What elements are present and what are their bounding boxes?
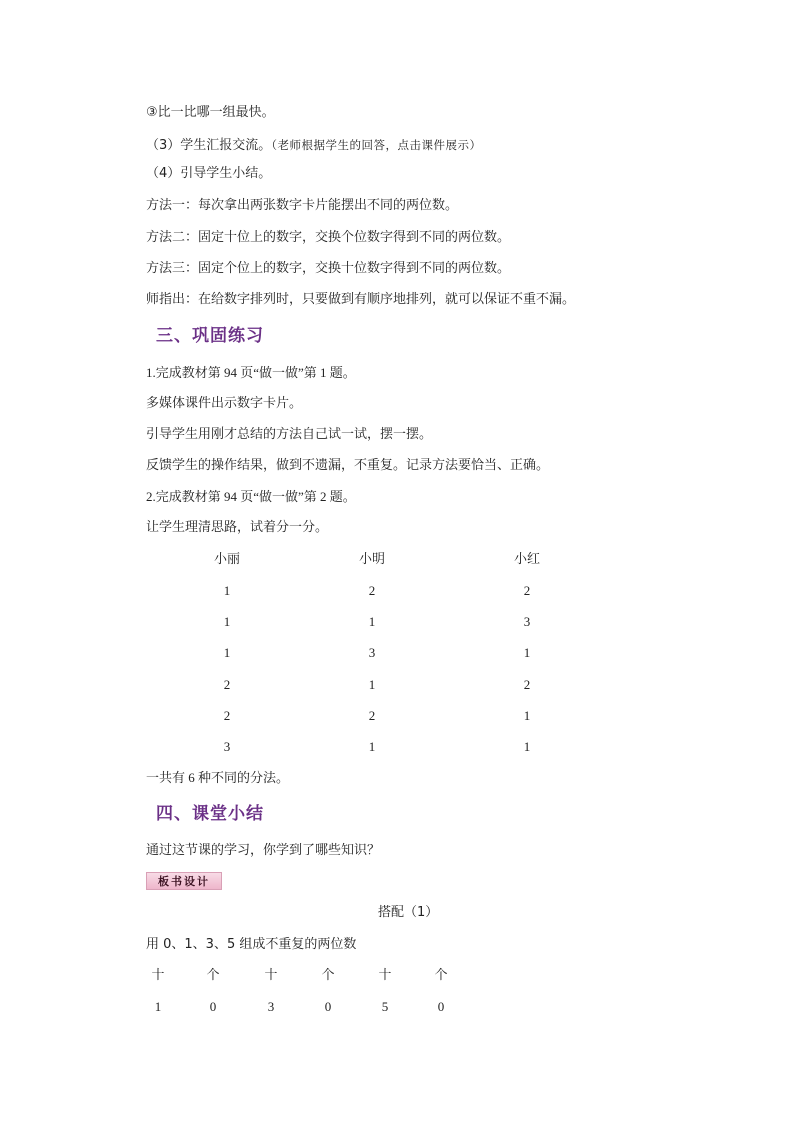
practice-item-2: 2.完成教材第 94 页“做一做”第 2 题。	[146, 489, 356, 504]
table-cell: 1	[368, 739, 376, 754]
step-report	[146, 137, 482, 154]
table-header: 小红	[513, 552, 540, 567]
practice-item-1: 1.完成教材第 94 页“做一做”第 1 题。	[146, 365, 356, 380]
table-cell: 1	[223, 614, 231, 629]
table-header: 小明	[358, 552, 385, 567]
table-cell: 2	[523, 677, 531, 692]
board-title: 搭配（1）	[378, 905, 439, 920]
section-heading-practice: 三、巩固练习	[156, 326, 264, 346]
place-header: 十	[151, 968, 165, 983]
teacher-note: （老师根据学生的回答，点击课件展示）	[271, 138, 482, 152]
total-ways: 一共有 6 种不同的分法。	[146, 770, 290, 785]
table-cell: 3	[368, 645, 376, 660]
practice-try: 引导学生用刚才总结的方法自己试一试，摆一摆。	[146, 427, 433, 442]
summary-question: 通过这节课的学习，你学到了哪些知识？	[146, 843, 381, 858]
table-cell: 3	[223, 739, 231, 754]
table-cell: 2	[523, 583, 531, 598]
table-cell: 1	[223, 583, 231, 598]
step-compare-fastest: ③比一比哪一组最快。	[146, 105, 275, 120]
practice-feedback: 反馈学生的操作结果，做到不遗漏，不重复。记录方法要恰当、正确。	[146, 458, 550, 473]
place-value: 1	[154, 999, 162, 1014]
table-cell: 2	[368, 708, 376, 723]
place-value: 0	[209, 999, 217, 1014]
place-value: 3	[267, 999, 275, 1014]
section-heading-summary: 四、课堂小结	[156, 804, 264, 824]
teacher-point: 师指出：在给数字排列时，只要做到有顺序地排列，就可以保证不重不漏。	[146, 292, 576, 307]
practice-cards: 多媒体课件出示数字卡片。	[146, 396, 303, 411]
table-cell: 1	[368, 614, 376, 629]
place-header: 个	[434, 968, 448, 983]
method-three: 方法三：固定个位上的数字，交换十位数字得到不同的两位数。	[146, 261, 511, 276]
step-summary: （4）引导学生小结。	[146, 166, 272, 181]
place-header: 个	[321, 968, 335, 983]
table-cell: 3	[523, 614, 531, 629]
place-header: 十	[264, 968, 278, 983]
place-header: 个	[206, 968, 220, 983]
method-two: 方法二：固定十位上的数字，交换个位数字得到不同的两位数。	[146, 230, 511, 245]
table-cell: 1	[223, 645, 231, 660]
table-cell: 2	[223, 677, 231, 692]
table-cell: 1	[523, 739, 531, 754]
place-value: 0	[437, 999, 445, 1014]
table-cell: 1	[368, 677, 376, 692]
table-cell: 1	[523, 708, 531, 723]
board-design-badge	[146, 872, 222, 890]
step-report-text: （3）学生汇报交流。	[146, 138, 272, 153]
board-subtitle: 用 0、1、3、5 组成不重复的两位数	[146, 937, 357, 952]
place-value: 5	[381, 999, 389, 1014]
table-cell: 1	[523, 645, 531, 660]
practice-think: 让学生理清思路，试着分一分。	[146, 520, 329, 535]
table-cell: 2	[223, 708, 231, 723]
table-header: 小丽	[213, 552, 240, 567]
place-value: 0	[324, 999, 332, 1014]
place-header: 十	[378, 968, 392, 983]
table-cell: 2	[368, 583, 376, 598]
method-one: 方法一：每次拿出两张数字卡片能摆出不同的两位数。	[146, 198, 459, 213]
board-design-label: 板书设计	[158, 875, 210, 888]
